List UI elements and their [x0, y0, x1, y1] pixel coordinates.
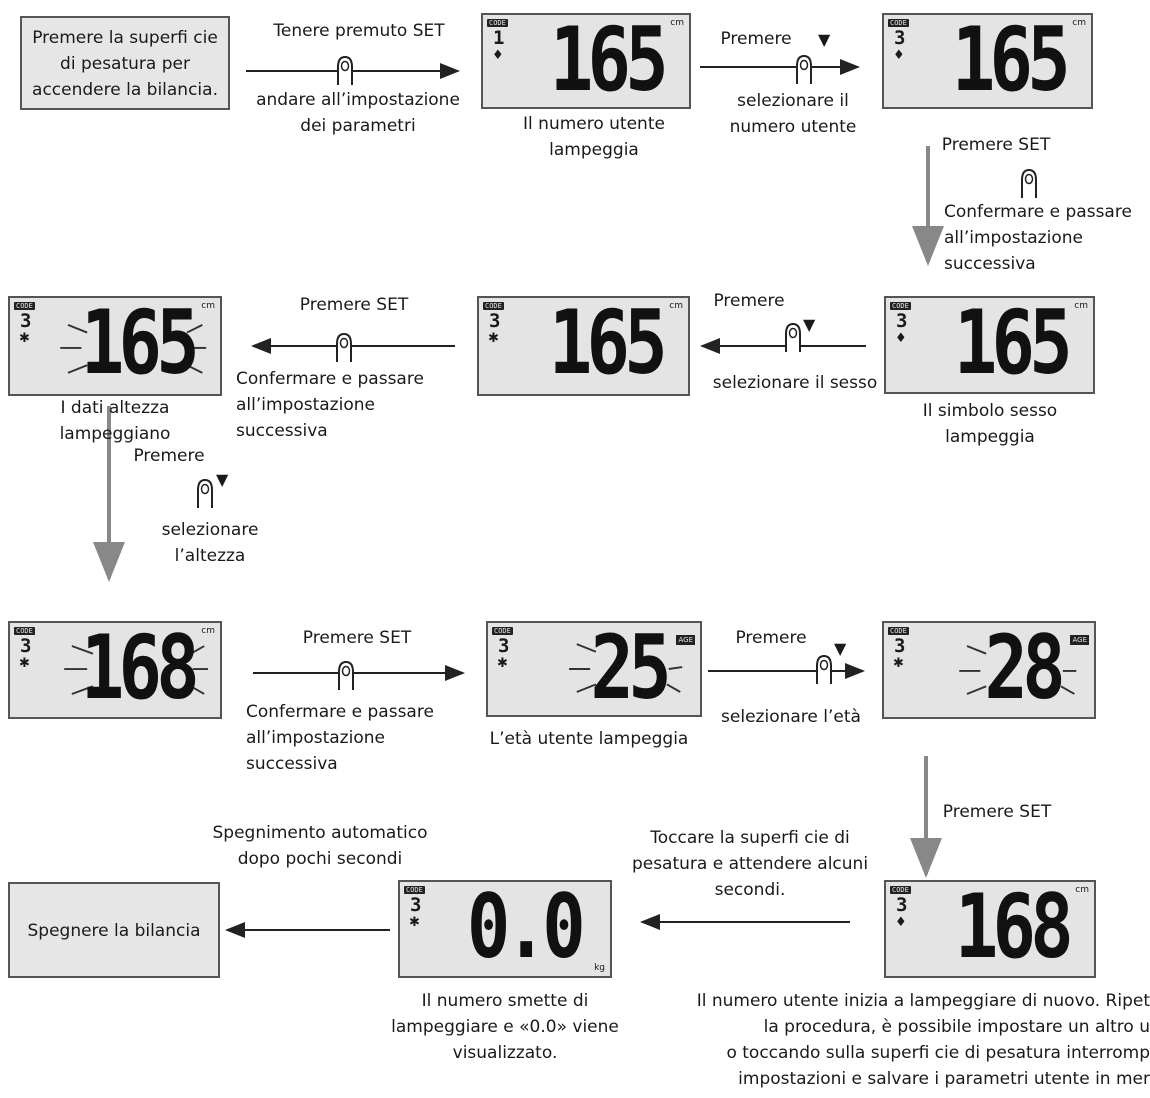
- lcd-unit: cm: [669, 301, 683, 311]
- person-symbol-icon: ✱: [497, 656, 508, 671]
- lcd-unit: cm: [1074, 301, 1088, 311]
- lcd-value: 165: [951, 13, 1065, 109]
- lcd-value: 165: [549, 13, 663, 109]
- down-triangle-icon: ▼: [216, 470, 229, 489]
- code-indicator: CODE: [485, 302, 502, 310]
- arrow1-bottom-label: andare all’impostazione dei parametri: [256, 90, 460, 136]
- finger-press-icon: [333, 330, 355, 364]
- end-step-label: Spegnere la bilancia: [27, 921, 201, 941]
- person-symbol-icon: ✱: [19, 331, 30, 346]
- finger-press-icon: [782, 320, 804, 354]
- end-step-box: [8, 882, 220, 978]
- lcd-value: 25: [590, 621, 666, 717]
- lcd-unit: cm: [670, 18, 684, 28]
- screen3-caption: Il simbolo sesso lampeggia: [922, 401, 1058, 447]
- code-indicator: CODE: [16, 627, 33, 635]
- arrow8-top-label: Premere: [735, 628, 807, 648]
- screen5-caption: I dati altezza lampeggiano: [59, 398, 171, 444]
- lcd-unit: cm: [201, 301, 215, 311]
- lcd-unit: cm: [201, 626, 215, 636]
- user-number-digit: 3: [894, 27, 906, 49]
- finger-press-icon: [813, 652, 835, 686]
- arrow7-bottom-label: Confermare e passare all’impostazione successiva: [246, 702, 434, 774]
- user-number-digit: 3: [896, 310, 908, 332]
- arrow4-top-label: Premere: [713, 291, 785, 311]
- arrow5-bottom-label: Confermare e passare all’impostazione successiva: [236, 369, 424, 441]
- start-step-box: [20, 16, 230, 110]
- code-indicator: CODE: [406, 886, 423, 894]
- down-triangle-icon: ▼: [818, 30, 831, 49]
- code-indicator: CODE: [892, 302, 909, 310]
- code-indicator: CODE: [892, 886, 909, 894]
- screen1-caption: Il numero utente lampeggia: [523, 114, 665, 160]
- person-symbol-icon: ✱: [893, 656, 904, 671]
- finger-press-icon: [335, 658, 357, 692]
- lcd-screen-user-selected: [882, 13, 1093, 109]
- arrow1-top-label: Tenere premuto SET: [273, 21, 445, 41]
- lcd-value: 0.0: [466, 880, 580, 978]
- user-number-digit: 3: [894, 635, 906, 657]
- arrow3-bottom-label: Confermare e passare all’impostazione successiva: [944, 202, 1132, 274]
- finger-press-icon: [334, 53, 356, 87]
- code-indicator: CODE: [16, 302, 33, 310]
- lcd-unit: AGE: [678, 636, 693, 644]
- finger-press-icon: [1018, 166, 1040, 200]
- down-triangle-icon: ▼: [834, 639, 847, 658]
- lcd-screen-height-selected: [8, 621, 222, 719]
- user-number-digit: 3: [20, 635, 32, 657]
- arrow7-top-label: Premere SET: [302, 628, 412, 648]
- lcd-value: 168: [80, 621, 194, 719]
- sex-symbol-icon: ♦: [895, 331, 907, 346]
- lcd-value: 28: [984, 621, 1060, 719]
- lcd-unit: kg: [594, 963, 605, 973]
- code-indicator: CODE: [890, 19, 907, 27]
- person-symbol-icon: ✱: [19, 656, 30, 671]
- lcd-screen-sex-blink: [884, 296, 1095, 394]
- lcd-unit: AGE: [1072, 636, 1087, 644]
- code-indicator: CODE: [890, 627, 907, 635]
- arrow11-top-label: Spegnimento automatico dopo pochi secondi: [212, 823, 428, 869]
- arrow5-top-label: Premere SET: [299, 295, 409, 315]
- screen10-caption: Il numero smette di lampeggiare e «0.0» viene visualizzato.: [391, 991, 619, 1063]
- arrow10-top-label: Toccare la superfi cie di pesatura e attendere alcuni secondi.: [631, 828, 869, 900]
- arrow4-bottom-label: selezionare il sesso: [712, 373, 878, 393]
- sex-symbol-icon: ♦: [893, 48, 905, 63]
- lcd-value: 168: [954, 880, 1068, 978]
- lcd-screen-zero: [398, 880, 612, 978]
- arrow6-top-label: Premere: [133, 446, 205, 466]
- arrow2-top-label: Premere: [720, 29, 792, 49]
- user-number-digit: 3: [489, 310, 501, 332]
- code-indicator: CODE: [494, 627, 511, 635]
- finger-press-icon: [194, 476, 216, 510]
- down-triangle-icon: ▼: [803, 315, 816, 334]
- lcd-value: 165: [548, 296, 662, 394]
- finger-press-icon: [793, 52, 815, 86]
- lcd-screen-age-blink: [486, 621, 702, 717]
- lcd-unit: cm: [1072, 18, 1086, 28]
- code-indicator: CODE: [489, 19, 506, 27]
- user-number-digit: 3: [896, 894, 908, 916]
- arrow6-bottom-label: selezionare l’altezza: [161, 520, 259, 566]
- screen9-caption: Il numero utente inizia a lampeggiare di nuovo. Ripet la procedura, è possibile impostare un altro u o toccando sulla superfi cie di pesatura interromp impostazioni e salvare i parametri utente in mer: [696, 991, 1150, 1089]
- lcd-value: 165: [953, 296, 1067, 394]
- arrow8-bottom-label: selezionare l’età: [721, 707, 861, 727]
- lcd-screen-user-number: [481, 13, 691, 109]
- lcd-unit: cm: [1075, 885, 1089, 895]
- user-number-digit: 3: [20, 310, 32, 332]
- user-number-digit: 3: [410, 894, 422, 916]
- lcd-value: 165: [80, 296, 194, 394]
- screen7-caption: L’età utente lampeggia: [489, 729, 689, 749]
- arrow3-top-label: Premere SET: [941, 135, 1051, 155]
- sex-symbol-icon: ♦: [492, 48, 504, 63]
- user-number-digit: 3: [498, 635, 510, 657]
- person-symbol-icon: ✱: [409, 915, 420, 930]
- start-step-text: Premere la superfi cie di pesatura per accendere la bilancia.: [32, 28, 218, 100]
- lcd-screen-sex-selected: [477, 296, 690, 396]
- lcd-screen-user-blink-again: [884, 880, 1096, 978]
- sex-symbol-icon: ♦: [895, 915, 907, 930]
- lcd-screen-age-selected: [882, 621, 1096, 719]
- arrow2-bottom-label: selezionare il numero utente: [729, 91, 857, 137]
- person-symbol-icon: ✱: [488, 331, 499, 346]
- arrow9-top-label: Premere SET: [942, 802, 1052, 822]
- lcd-screen-height-blink: [8, 296, 222, 396]
- user-number-digit: 1: [493, 27, 505, 49]
